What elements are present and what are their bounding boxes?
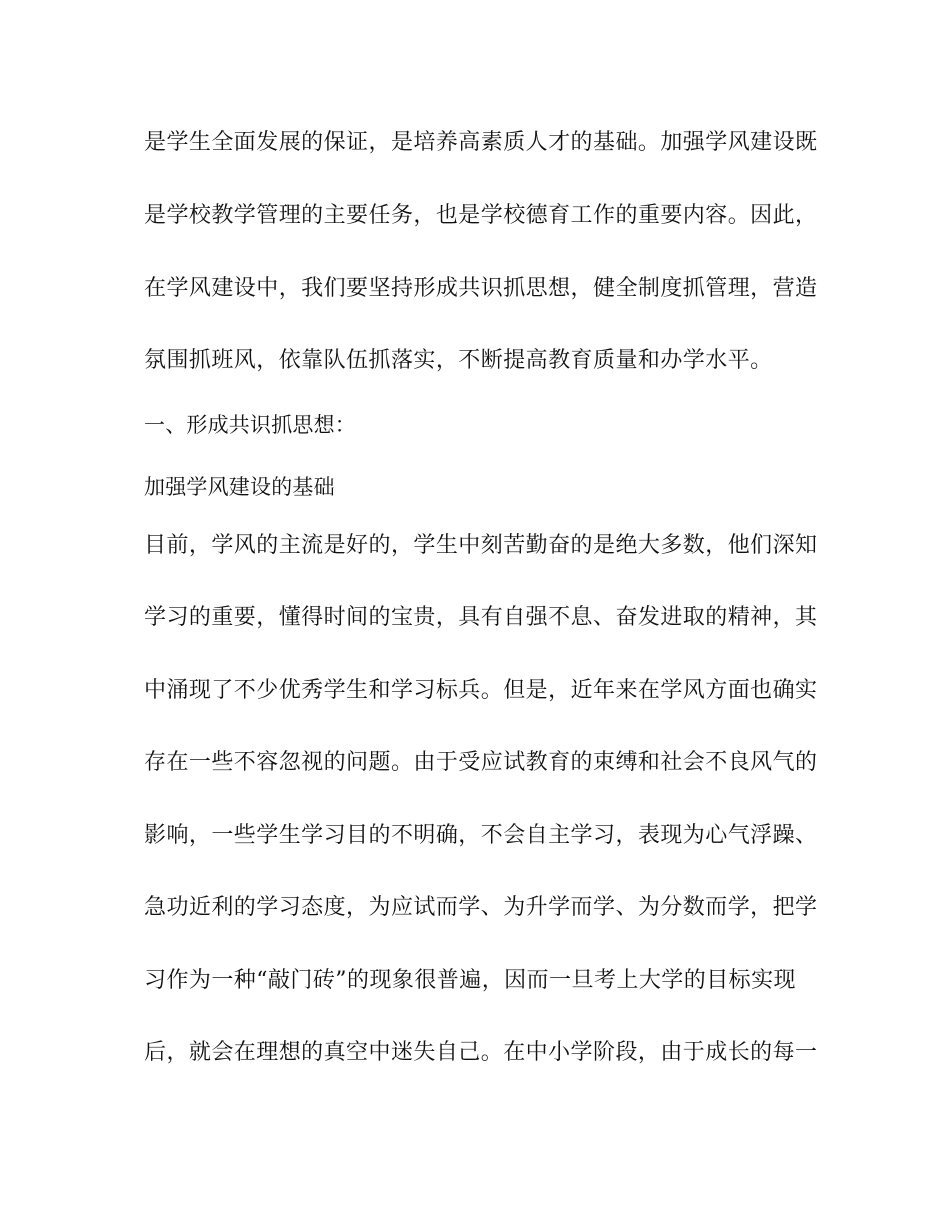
paragraph-2-line-7: 习作为一种“敲门砖”的现象很普遍，因而一旦考上大学的目标实现 [144, 968, 796, 993]
paragraph-2-line-4: 存在一些不容忽视的问题。由于受应试教育的束缚和社会不良风气的 [144, 750, 818, 775]
sub-heading: 加强学风建设的基础 [144, 475, 335, 499]
paragraph-1-line-1: 是学生全面发展的保证，是培养高素质人才的基础。加强学风建设既 [144, 130, 818, 155]
paragraph-2-line-6: 急功近利的学习态度，为应试而学、为升学而学、为分数而学，把学 [144, 895, 818, 920]
paragraph-1-line-3: 在学风建设中，我们要坚持形成共识抓思想，健全制度抓管理，营造 [144, 276, 818, 301]
paragraph-1-line-2: 是学校教学管理的主要任务，也是学校德育工作的重要内容。因此， [144, 203, 818, 228]
paragraph-1-line-4: 氛围抓班风，依靠队伍抓落实，不断提高教育质量和办学水平。 [144, 348, 773, 373]
section-heading: 一、形成共识抓思想： [144, 413, 356, 437]
paragraph-2-line-2: 学习的重要，懂得时间的宝贵，具有自强不息、奋发进取的精神，其 [144, 605, 818, 630]
paragraph-2-line-8: 后，就会在理想的真空中迷失自己。在中小学阶段，由于成长的每一 [144, 1040, 818, 1065]
paragraph-2-line-5: 影响，一些学生学习目的不明确，不会自主学习，表现为心气浮躁、 [144, 823, 818, 848]
paragraph-2-line-3: 中涌现了不少优秀学生和学习标兵。但是，近年来在学风方面也确实 [144, 678, 818, 703]
paragraph-2-line-1: 目前，学风的主流是好的，学生中刻苦勤奋的是绝大多数，他们深知 [144, 533, 818, 558]
